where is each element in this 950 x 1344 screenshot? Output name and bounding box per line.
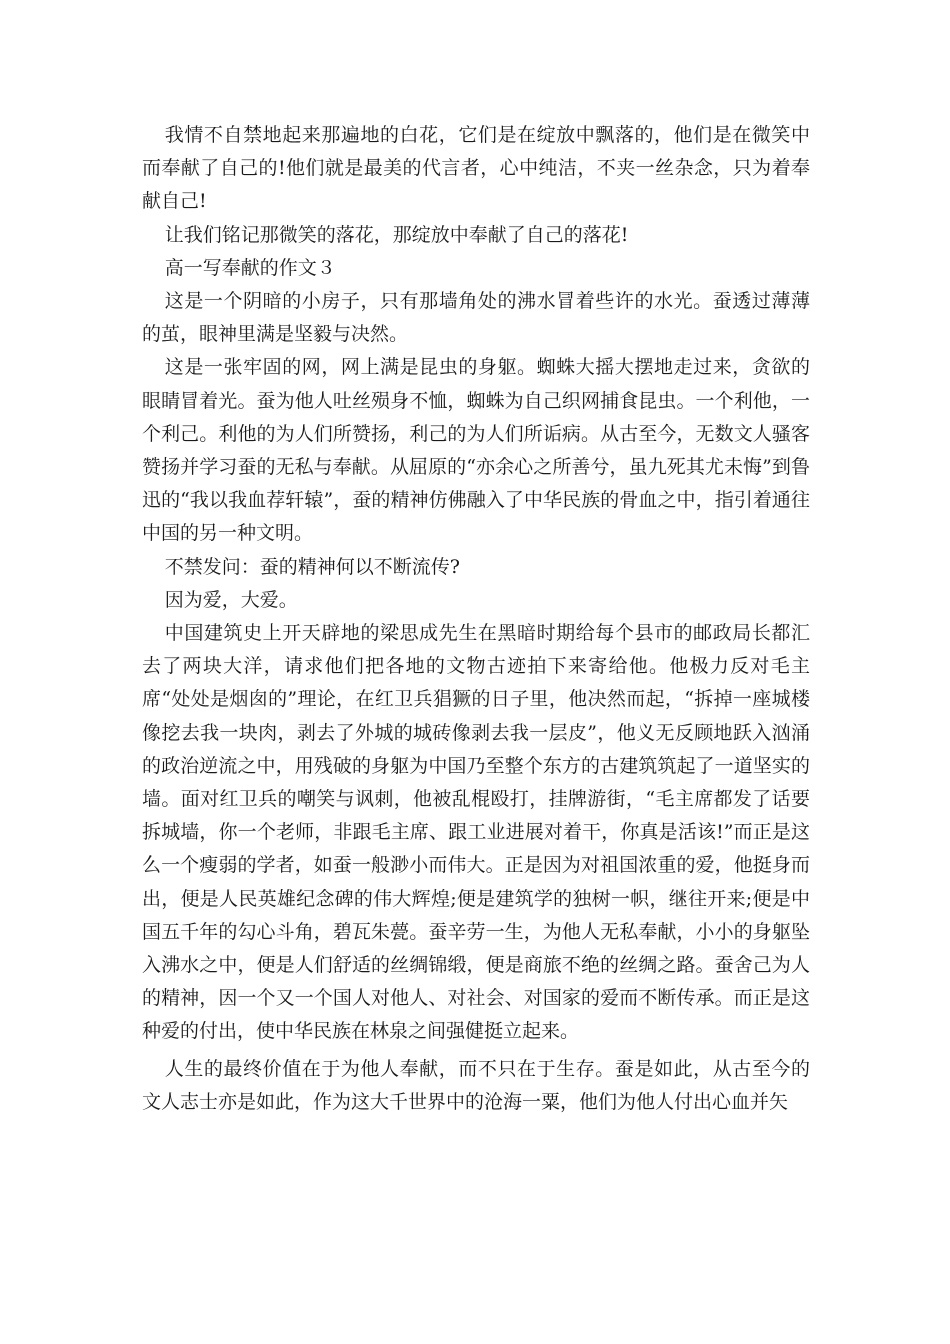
paragraph-question: 不禁发问：蚕的精神何以不断流传? [164, 555, 460, 578]
paragraph-life-value: 人生的最终价值在于为他人奉献，而不只在于生存。蚕是如此，从古至今的文人志士亦是如此，作为这大千世界中的沧海一粟，他们为他人付出心血并矢 [142, 1057, 810, 1113]
paragraph-liang-sicheng: 中国建筑史上开天辟地的梁思成先生在黑暗时期给每个县市的邮政局长都汇去了两块大洋，请求他们把各地的文物古迹拍下来寄给他。他极力反对毛主席“处处是烟囱的”理论，在红卫兵猖獗的日子里，他决然而起，“拆掉一座城楼像挖去我一块肉，剥去了外城的城砖像剥去我一层皮”，他义无反顾地跃入汹涌的政治逆流之中，用残破的身躯为中国乃至整个东方的古建筑筑起了一道坚实的墙。面对红卫兵的嘲笑与讽刺，他被乱棍殴打，挂牌游街，“毛主席都发了话要拆城墙，你一个老师，非跟毛主席、跟工业进展对着干，你真是活该!”而正是这么一个瘦弱的学者，如蚕一般渺小而伟大。正是因为对祖国浓重的爱，他挺身而出，便是人民英雄纪念碑的伟大辉煌;便是建筑学的独树一帜，继往开来;便是中国五千年的勾心斗角，碧瓦朱甍。蚕辛劳一生，为他人无私奉献，小小的身躯坠入沸水之中，便是人们舒适的丝绸锦缎，便是商旅不绝的丝绸之路。蚕舍己为人的精神，因一个又一个国人对他人、对社会、对国家的爱而不断传承。而正是这种爱的付出，使中华民族在林泉之间强健挺立起来。 [142, 622, 810, 1043]
paragraph-remember-flowers: 让我们铭记那微笑的落花，那绽放中奉献了自己的落花! [164, 223, 629, 246]
document-body [142, 119, 810, 1119]
paragraph-answer: 因为爱，大爱。 [164, 588, 298, 611]
essay-heading: 高一写奉献的作文３ [164, 256, 336, 279]
paragraph-white-flowers: 我情不自禁地起来那遍地的白花，它们是在绽放中飘落的，他们是在微笑中而奉献了自己的!他们就是最美的代言者，心中纯洁，不夹一丝杂念，只为着奉献自己! [142, 124, 810, 213]
paragraph-dark-room: 这是一个阴暗的小房子，只有那墙角处的沸水冒着些许的水光。蚕透过薄薄的茧，眼神里满是坚毅与决然。 [142, 290, 810, 346]
paragraph-spider-web: 这是一张牢固的网，网上满是昆虫的身躯。蜘蛛大摇大摆地走过来，贪欲的眼睛冒着光。蚕为他人吐丝殒身不恤，蜘蛛为自己织网捕食昆虫。一个利他，一个利己。利他的为人们所赞扬，利己的为人们所诟病。从古至今，无数文人骚客赞扬并学习蚕的无私与奉献。从屈原的“亦余心之所善兮，虽九死其尤未悔”到鲁迅的“我以我血荐轩辕”，蚕的精神仿佛融入了中华民族的骨血之中，指引着通往中国的另一种文明。 [142, 356, 810, 545]
